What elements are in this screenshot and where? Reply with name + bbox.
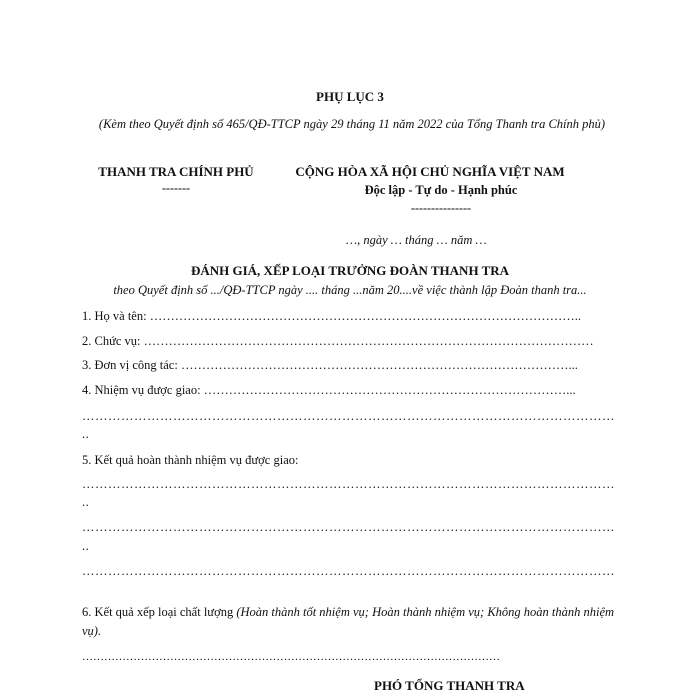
agency-rule: ------- [162,181,190,195]
motto-rule: --------------- [411,201,471,215]
decision-note: (Kèm theo Quyết định số 465/QĐ-TTCP ngày 29 tháng 11 năm 2022 của Tổng Thanh tra Chính phủ) [98,117,606,131]
document-subheading: theo Quyết định số .../QĐ-TTCP ngày .... tháng ...năm 20....về việc thành lập Đoàn thanh tra... [113,283,587,297]
full-name-field[interactable]: 1. Họ và tên: ………………………………………………………………………………………….. [82,309,581,323]
task-result-line[interactable]: …………………………………………………………………………………………………………… [82,477,615,491]
appendix-title: PHỤ LỤC 3 [316,89,384,104]
assigned-task-line[interactable]: …………………………………………………………………………………………………………… [82,409,615,423]
country-name: CỘNG HÒA XÃ HỘI CHỦ NGHĨA VIỆT NAM [295,164,565,179]
agency-name: THANH TRA CHÍNH PHỦ [98,164,254,179]
quality-rating-options: (Hoàn thành tốt nhiệm vụ; Hoàn thành nhiệm vụ; Không hoàn thành nhiệm vụ). [82,605,615,638]
national-motto: Độc lập - Tự do - Hạnh phúc [364,183,518,197]
task-result-line-end: .. [82,495,90,509]
task-result-line[interactable]: …………………………………………………………………………………………………………… [82,520,615,534]
task-result-line[interactable]: …………………………………………………………………………………………………………… [82,564,615,578]
work-unit-field[interactable]: 3. Đơn vị công tác: …………………………………………………………………………………... [82,358,578,372]
task-result-line-end: .. [82,539,90,553]
task-result-label: 5. Kết quả hoàn thành nhiệm vụ được giao: [82,453,299,467]
assigned-task-line-end: .. [82,427,90,441]
dateline: …, ngày … tháng … năm … [346,233,487,247]
quality-rating-line[interactable]: …………………………………………………………………………………………………… [82,651,500,663]
position-field[interactable]: 2. Chức vụ: ……………………………………………………………………………………………… [82,334,594,348]
document-heading: ĐÁNH GIÁ, XẾP LOẠI TRƯỞNG ĐOÀN THANH TRA [190,263,510,278]
quality-rating-question [82,603,622,641]
signer-title: PHÓ TỔNG THANH TRA [374,678,525,693]
quality-rating-label: 6. Kết quả xếp loại chất lượng [82,605,237,619]
assigned-task-field[interactable]: 4. Nhiệm vụ được giao: ……………………………………………………………………………... [82,383,576,397]
